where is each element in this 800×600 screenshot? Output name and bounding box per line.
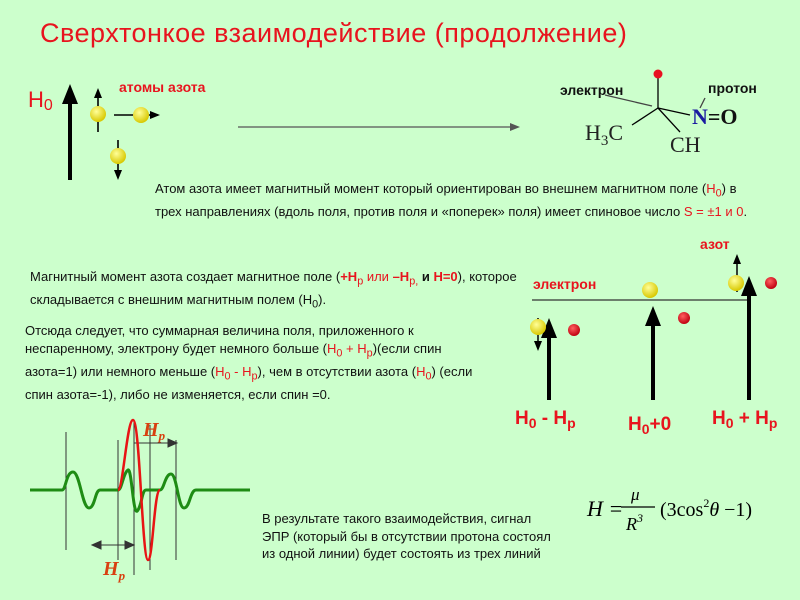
transition-arrow (238, 123, 520, 131)
label-h0-plus-hp: $H_0 + H_р$ (712, 408, 778, 431)
nitrogen-spin-perpendicular (114, 107, 160, 123)
paragraph-field-sum: Отсюда следует, что суммарная величина поля, приложенного к неспаренному, электрону будет немного больше ($H_0$ + $H_р)(если$ спин азота=1) или немного меньше $(H_0 - H_р)$, чем в отсутствии азота $(H_0)$ (если спин азота=-1), либо не изменяется, если спин =0. (25, 323, 473, 402)
hp-label-top: $H_р$ (143, 419, 166, 443)
hp-label-bottom: $H_р$ (103, 558, 126, 583)
no-group: N=O (692, 104, 738, 129)
paragraph-nitrogen-field: Магнитный момент азота создает магнитное поле ($+H_р$ или $-H_{р,}$ и H=0), которое складывается с внешним магнитным полем $(H_0)$. (30, 269, 517, 311)
page-title: Сверхтонкое взаимодействие (продолжение) (40, 18, 628, 48)
svg-text:(3cos2θ −1): $(3\cos^2\theta -1)$ (660, 496, 753, 521)
paragraph-nitrogen-moment: Атом азота имеет магнитный момент который ориентирован во внешнем магнитном поле $(H_0)$ в трех направлениях (вдоль поля, против поля и «поперек» поля) имеет спиновое число S = ±1 и 0. (155, 181, 748, 220)
h3c-group: $H_3C$ (585, 120, 624, 149)
svg-text:R3: $R^3$ (626, 511, 643, 534)
nitrogen-label: азот (700, 236, 730, 252)
svg-text:μ: μ (631, 485, 640, 504)
ch-group: CH (670, 132, 701, 157)
svg-text:H =: H = (587, 496, 624, 521)
nitrogen-spin-down (110, 140, 126, 180)
proton-dot (654, 70, 663, 79)
electron-label-top: электрон (560, 82, 624, 98)
electron-label-right: электрон (533, 276, 597, 292)
dipolar-formula (586, 485, 752, 534)
h0-field-arrow (62, 84, 78, 180)
label-h0-minus-hp: $H_0 - H_р$ (515, 408, 576, 431)
proton-label: протон (708, 80, 757, 96)
field-case-plus (728, 254, 777, 400)
nitrogen-spin-up (90, 88, 106, 132)
field-case-minus (530, 318, 580, 400)
label-h0-plus-zero: $H_0+0$ (628, 414, 672, 437)
paragraph-three-lines: В результате такого взаимодействия, сигнал ЭПР (который бы в отсутствии протона состоял из одной линии) будет состоять из трех линий (262, 511, 551, 561)
h0-label: H0 (28, 87, 53, 114)
nitrogen-atoms-label: атомы азота (119, 79, 206, 95)
